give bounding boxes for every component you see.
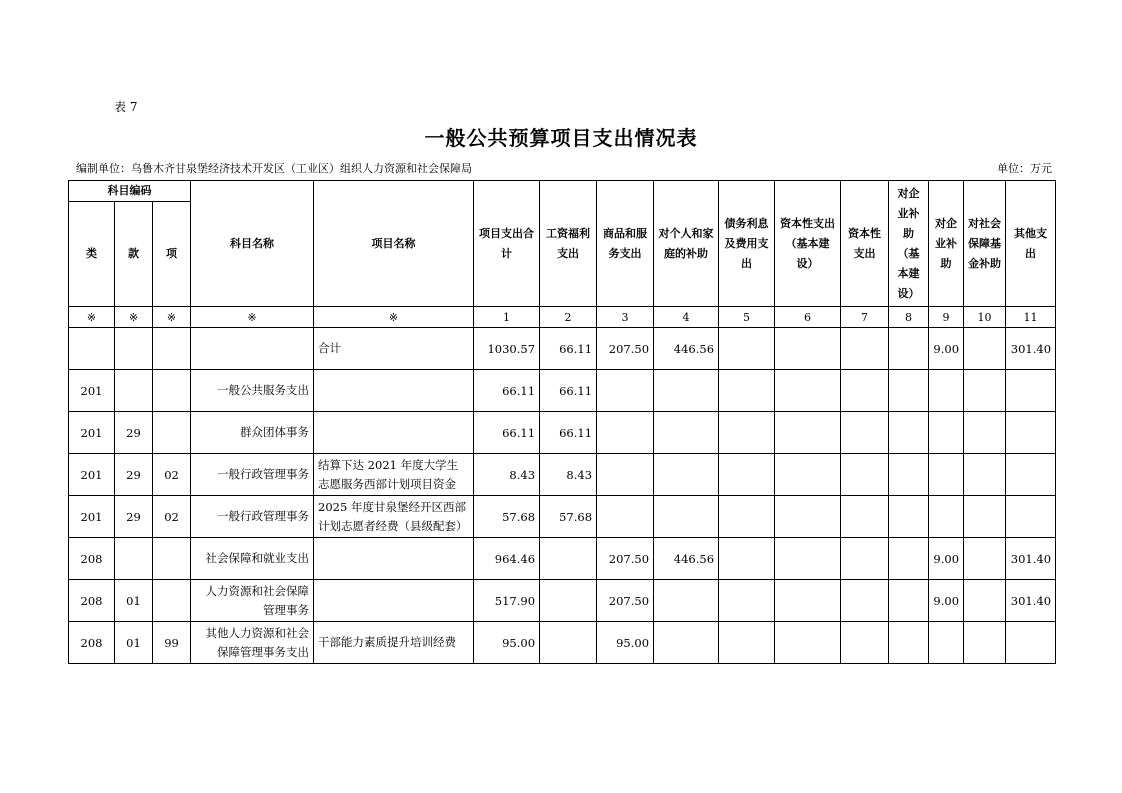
cell-enterprise-subsidy-basic [889, 412, 929, 454]
cell-goods-services: 95.00 [597, 622, 654, 664]
table-row [69, 496, 1056, 538]
cell-other [1006, 370, 1056, 412]
cell-enterprise-subsidy-basic [889, 370, 929, 412]
cell-salary: 66.11 [540, 370, 597, 412]
cell-social-security-fund [964, 370, 1006, 412]
cell-enterprise-subsidy [929, 496, 964, 538]
cell-project-total: 66.11 [474, 370, 540, 412]
cell-project-name [314, 370, 474, 412]
cell-kuan: 01 [115, 622, 153, 664]
table-row [69, 622, 1056, 664]
cell-subject-name: 一般行政管理事务 [191, 496, 314, 538]
cell-enterprise-subsidy [929, 454, 964, 496]
column-mark: ※ [153, 307, 191, 328]
cell-project-name [314, 412, 474, 454]
cell-enterprise-subsidy-basic [889, 580, 929, 622]
cell-debt-interest [719, 622, 775, 664]
column-mark: 2 [540, 307, 597, 328]
cell-xiang [153, 412, 191, 454]
cell-capital-basic [775, 454, 841, 496]
cell-goods-services: 207.50 [597, 328, 654, 370]
cell-project-name: 干部能力素质提升培训经费 [314, 622, 474, 664]
column-mark: ※ [191, 307, 314, 328]
cell-lei: 208 [69, 538, 115, 580]
cell-project-name [314, 538, 474, 580]
cell-salary: 66.11 [540, 412, 597, 454]
cell-goods-services [597, 412, 654, 454]
cell-subject-name: 群众团体事务 [191, 412, 314, 454]
cell-lei: 201 [69, 454, 115, 496]
table-row [69, 370, 1056, 412]
cell-other [1006, 454, 1056, 496]
header-personal-subsidy: 对个人和家庭的补助 [654, 181, 719, 307]
cell-subject-name [191, 328, 314, 370]
cell-social-security-fund [964, 580, 1006, 622]
cell-lei: 201 [69, 370, 115, 412]
table-row [69, 328, 1056, 370]
cell-personal-subsidy [654, 496, 719, 538]
column-mark: 9 [929, 307, 964, 328]
cell-debt-interest [719, 496, 775, 538]
cell-enterprise-subsidy-basic [889, 538, 929, 580]
cell-enterprise-subsidy-basic [889, 328, 929, 370]
cell-capital [841, 454, 889, 496]
header-debt-interest: 债务利息及费用支出 [719, 181, 775, 307]
cell-xiang [153, 370, 191, 412]
page-title: 一般公共预算项目支出情况表 [424, 126, 698, 150]
cell-lei: 201 [69, 496, 115, 538]
cell-project-total: 66.11 [474, 412, 540, 454]
cell-goods-services [597, 454, 654, 496]
cell-salary [540, 538, 597, 580]
cell-personal-subsidy: 446.56 [654, 328, 719, 370]
cell-capital [841, 328, 889, 370]
cell-lei: 208 [69, 622, 115, 664]
cell-capital-basic [775, 622, 841, 664]
table-row [69, 580, 1056, 622]
column-mark: ※ [69, 307, 115, 328]
cell-kuan: 29 [115, 412, 153, 454]
cell-debt-interest [719, 538, 775, 580]
cell-debt-interest [719, 328, 775, 370]
table-number: 表 7 [114, 100, 138, 114]
cell-salary [540, 580, 597, 622]
cell-kuan: 01 [115, 580, 153, 622]
header-salary: 工资福利支出 [540, 181, 597, 307]
header-lei: 类 [69, 202, 115, 307]
cell-capital-basic [775, 496, 841, 538]
header-capital-basic: 资本性支出（基本建设） [775, 181, 841, 307]
column-mark: 8 [889, 307, 929, 328]
compiling-unit: 编制单位：乌鲁木齐甘泉堡经济技术开发区（工业区）组织人力资源和社会保障局 [76, 162, 472, 175]
cell-other [1006, 496, 1056, 538]
cell-goods-services [597, 370, 654, 412]
cell-personal-subsidy [654, 412, 719, 454]
cell-enterprise-subsidy: 9.00 [929, 538, 964, 580]
cell-kuan: 29 [115, 496, 153, 538]
cell-subject-name: 其他人力资源和社会保障管理事务支出 [191, 622, 314, 664]
cell-project-total: 95.00 [474, 622, 540, 664]
cell-lei [69, 328, 115, 370]
cell-project-name [314, 580, 474, 622]
cell-subject-name: 社会保障和就业支出 [191, 538, 314, 580]
cell-social-security-fund [964, 496, 1006, 538]
cell-project-total: 964.46 [474, 538, 540, 580]
table-body [69, 328, 1056, 664]
cell-project-total: 57.68 [474, 496, 540, 538]
column-mark: 7 [841, 307, 889, 328]
cell-xiang: 99 [153, 622, 191, 664]
cell-capital [841, 538, 889, 580]
cell-social-security-fund [964, 622, 1006, 664]
cell-xiang: 02 [153, 496, 191, 538]
cell-subject-name: 一般行政管理事务 [191, 454, 314, 496]
cell-lei: 201 [69, 412, 115, 454]
cell-salary: 57.68 [540, 496, 597, 538]
currency-unit: 单位：万元 [997, 162, 1052, 175]
cell-enterprise-subsidy [929, 412, 964, 454]
column-mark: 10 [964, 307, 1006, 328]
cell-other [1006, 412, 1056, 454]
budget-table [68, 180, 1056, 664]
header-capital: 资本性支出 [841, 181, 889, 307]
cell-xiang [153, 328, 191, 370]
cell-debt-interest [719, 412, 775, 454]
cell-kuan [115, 538, 153, 580]
column-mark: 5 [719, 307, 775, 328]
table-row [69, 412, 1056, 454]
cell-kuan: 29 [115, 454, 153, 496]
cell-debt-interest [719, 580, 775, 622]
cell-capital [841, 496, 889, 538]
cell-other: 301.40 [1006, 328, 1056, 370]
column-mark: 3 [597, 307, 654, 328]
cell-subject-name: 人力资源和社会保障管理事务 [191, 580, 314, 622]
header-xiang: 项 [153, 202, 191, 307]
column-mark: 1 [474, 307, 540, 328]
header-project-total: 项目支出合计 [474, 181, 540, 307]
cell-goods-services: 207.50 [597, 580, 654, 622]
cell-other: 301.40 [1006, 538, 1056, 580]
cell-goods-services [597, 496, 654, 538]
cell-personal-subsidy [654, 370, 719, 412]
cell-social-security-fund [964, 328, 1006, 370]
header-enterprise-subsidy-basic: 对企业补助（基本建设） [889, 181, 929, 307]
cell-xiang [153, 580, 191, 622]
cell-project-total: 517.90 [474, 580, 540, 622]
cell-project-name: 2025 年度甘泉堡经开区西部计划志愿者经费（县级配套） [314, 496, 474, 538]
cell-personal-subsidy [654, 580, 719, 622]
cell-xiang [153, 538, 191, 580]
cell-personal-subsidy [654, 454, 719, 496]
cell-project-name: 结算下达 2021 年度大学生志愿服务西部计划项目资金 [314, 454, 474, 496]
column-index-row [69, 307, 1056, 328]
cell-capital [841, 370, 889, 412]
header-subject-code: 科目编码 [69, 181, 191, 202]
cell-capital-basic [775, 370, 841, 412]
cell-personal-subsidy [654, 622, 719, 664]
cell-other: 301.40 [1006, 580, 1056, 622]
cell-goods-services: 207.50 [597, 538, 654, 580]
header-other: 其他支出 [1006, 181, 1056, 307]
cell-xiang: 02 [153, 454, 191, 496]
cell-enterprise-subsidy-basic [889, 454, 929, 496]
cell-salary: 8.43 [540, 454, 597, 496]
column-mark: 4 [654, 307, 719, 328]
cell-enterprise-subsidy-basic [889, 622, 929, 664]
header-social-security-fund: 对社会保障基金补助 [964, 181, 1006, 307]
cell-project-name: 合计 [314, 328, 474, 370]
cell-enterprise-subsidy [929, 370, 964, 412]
cell-enterprise-subsidy: 9.00 [929, 328, 964, 370]
column-mark: ※ [314, 307, 474, 328]
cell-capital-basic [775, 538, 841, 580]
cell-other [1006, 622, 1056, 664]
column-mark: 6 [775, 307, 841, 328]
cell-debt-interest [719, 454, 775, 496]
header-kuan: 款 [115, 202, 153, 307]
column-mark: ※ [115, 307, 153, 328]
cell-project-total: 8.43 [474, 454, 540, 496]
cell-enterprise-subsidy-basic [889, 496, 929, 538]
cell-capital [841, 580, 889, 622]
cell-social-security-fund [964, 454, 1006, 496]
header-enterprise-subsidy: 对企业补助 [929, 181, 964, 307]
header-goods-services: 商品和服务支出 [597, 181, 654, 307]
cell-kuan [115, 370, 153, 412]
cell-lei: 208 [69, 580, 115, 622]
cell-subject-name: 一般公共服务支出 [191, 370, 314, 412]
cell-capital-basic [775, 412, 841, 454]
header-project-name: 项目名称 [314, 181, 474, 307]
cell-debt-interest [719, 370, 775, 412]
cell-project-total: 1030.57 [474, 328, 540, 370]
cell-enterprise-subsidy [929, 622, 964, 664]
cell-enterprise-subsidy: 9.00 [929, 580, 964, 622]
cell-social-security-fund [964, 412, 1006, 454]
cell-social-security-fund [964, 538, 1006, 580]
table-row [69, 454, 1056, 496]
column-mark: 11 [1006, 307, 1056, 328]
table-row [69, 538, 1056, 580]
cell-capital [841, 412, 889, 454]
cell-capital-basic [775, 328, 841, 370]
cell-salary: 66.11 [540, 328, 597, 370]
cell-kuan [115, 328, 153, 370]
cell-capital [841, 622, 889, 664]
cell-capital-basic [775, 580, 841, 622]
header-subject-name: 科目名称 [191, 181, 314, 307]
cell-salary [540, 622, 597, 664]
cell-personal-subsidy: 446.56 [654, 538, 719, 580]
